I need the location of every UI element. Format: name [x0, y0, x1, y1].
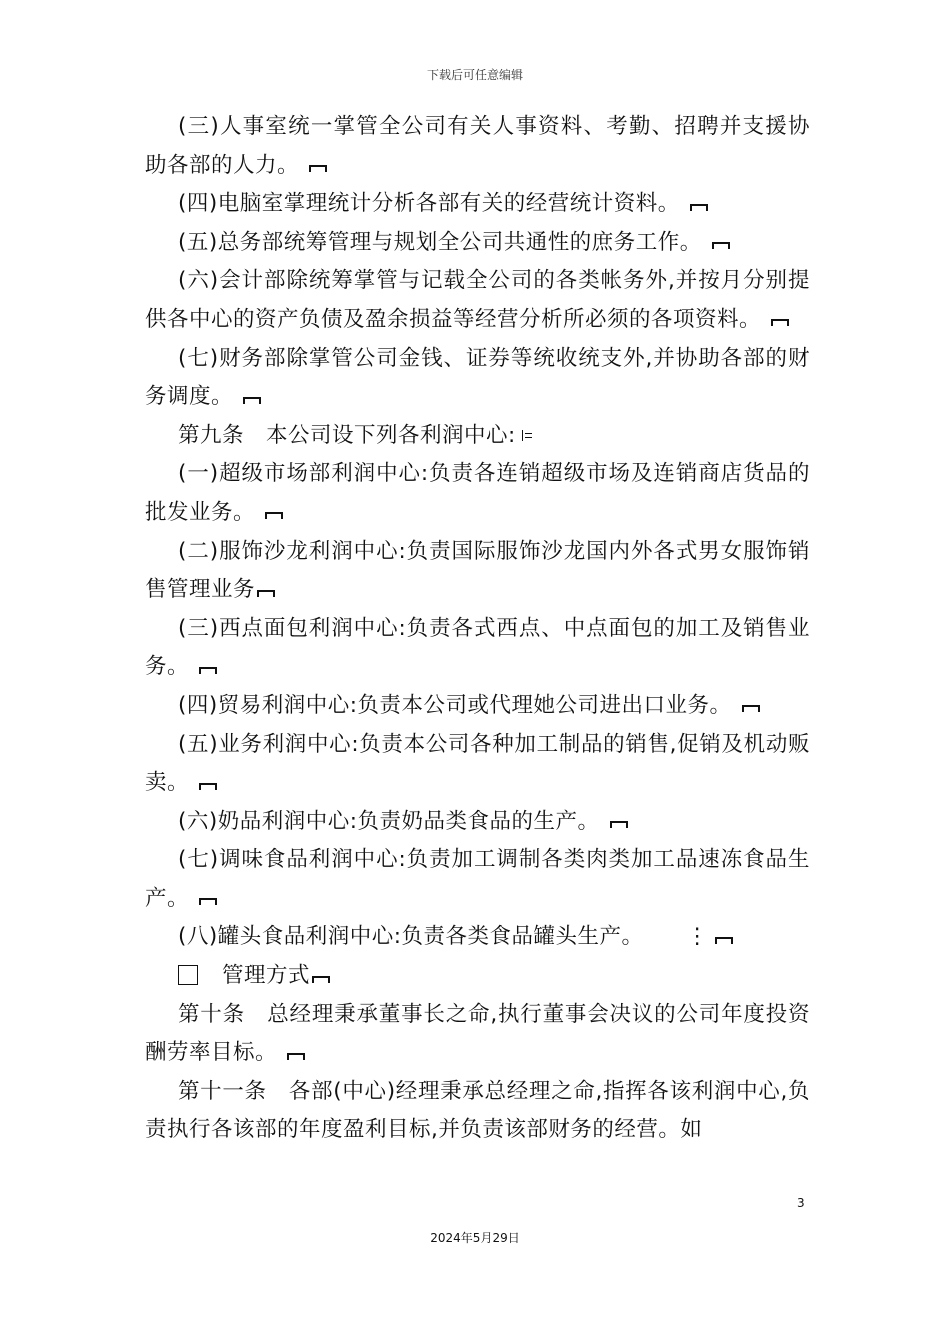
- page-footer-date: 2024年5月29日: [430, 1231, 520, 1245]
- paragraph: (二)服饰沙龙利润中心:负责国际服饰沙龙国内外各式男女服饰销售管理业务: [145, 538, 810, 603]
- paragraph-mark-icon: [312, 976, 330, 983]
- paragraph: (四)贸易利润中心:负责本公司或代理她公司进出口业务。: [145, 687, 810, 726]
- paragraph: (三)人事室统一掌管全公司有关人事资料、考勤、招聘并支援协助各部的人力。: [145, 114, 810, 178]
- page-number: 3: [797, 1196, 805, 1210]
- section-heading: 管理方式: [145, 957, 810, 996]
- article-paragraph: 第十条 总经理秉承董事长之命,执行董事会决议的公司年度投资酬劳率目标。: [145, 1001, 810, 1066]
- paragraph-mark-icon: [199, 898, 217, 905]
- paragraph-mark-icon: [265, 512, 283, 519]
- paragraph-mark-icon: [715, 937, 733, 944]
- paragraph: (七)财务部除掌管公司金钱、证券等统收统支外,并协助各部的财务调度。: [145, 345, 810, 410]
- paragraph: (八)罐头食品利润中心:负责各类食品罐头生产。 ⋮: [145, 918, 810, 957]
- paragraph-mark-icon: [610, 821, 628, 828]
- paragraph: (七)调味食品利润中心:负责加工调制各类肉类加工品速冻食品生产。: [145, 847, 810, 911]
- article-heading: 第九条 本公司设下列各利润中心:: [145, 417, 810, 456]
- paragraph-mark-icon: [243, 397, 261, 404]
- page-header: 下载后可任意编辑: [426, 68, 523, 82]
- paragraph: (六)奶品利润中心:负责奶品类食品的生产。: [145, 803, 810, 842]
- ellipsis-icon: ⋮: [686, 924, 709, 950]
- paragraph-mark-icon: [257, 590, 275, 597]
- paragraph: (五)总务部统筹管理与规划全公司共通性的庶务工作。: [145, 224, 810, 263]
- paragraph: (三)西点面包利润中心:负责各式西点、中点面包的加工及销售业务。: [145, 615, 810, 680]
- paragraph-mark-icon: [287, 1053, 305, 1060]
- article-paragraph: 第十一条 各部(中心)经理秉承总经理之命,指挥各该利润中心,负责执行各该部的年度盈利目标,并负责该部财务的经营。如: [145, 1078, 810, 1143]
- paragraph-mark-icon: [712, 242, 730, 249]
- paragraph: (一)超级市场部利润中心:负责各连销超级市场及连销商店货品的批发业务。: [145, 461, 810, 525]
- paragraph: (四)电脑室掌理统计分析各部有关的经营统计资料。: [145, 185, 810, 224]
- document-body: [145, 108, 810, 1150]
- line-break-icon: [522, 430, 532, 441]
- paragraph: (六)会计部除统筹掌管与记载全公司的各类帐务外,并按月分别提供各中心的资产负债及盈余损益等经营分析所必须的各项资料。: [145, 268, 810, 332]
- paragraph-mark-icon: [199, 667, 217, 674]
- paragraph-mark-icon: [199, 783, 217, 790]
- paragraph-mark-icon: [742, 705, 760, 712]
- paragraph-mark-icon: [771, 319, 789, 326]
- paragraph-mark-icon: [309, 165, 327, 172]
- paragraph: (五)业务利润中心:负责本公司各种加工制品的销售,促销及机动贩卖。: [145, 731, 810, 796]
- checkbox-square-icon: [178, 965, 198, 985]
- paragraph-mark-icon: [690, 204, 708, 211]
